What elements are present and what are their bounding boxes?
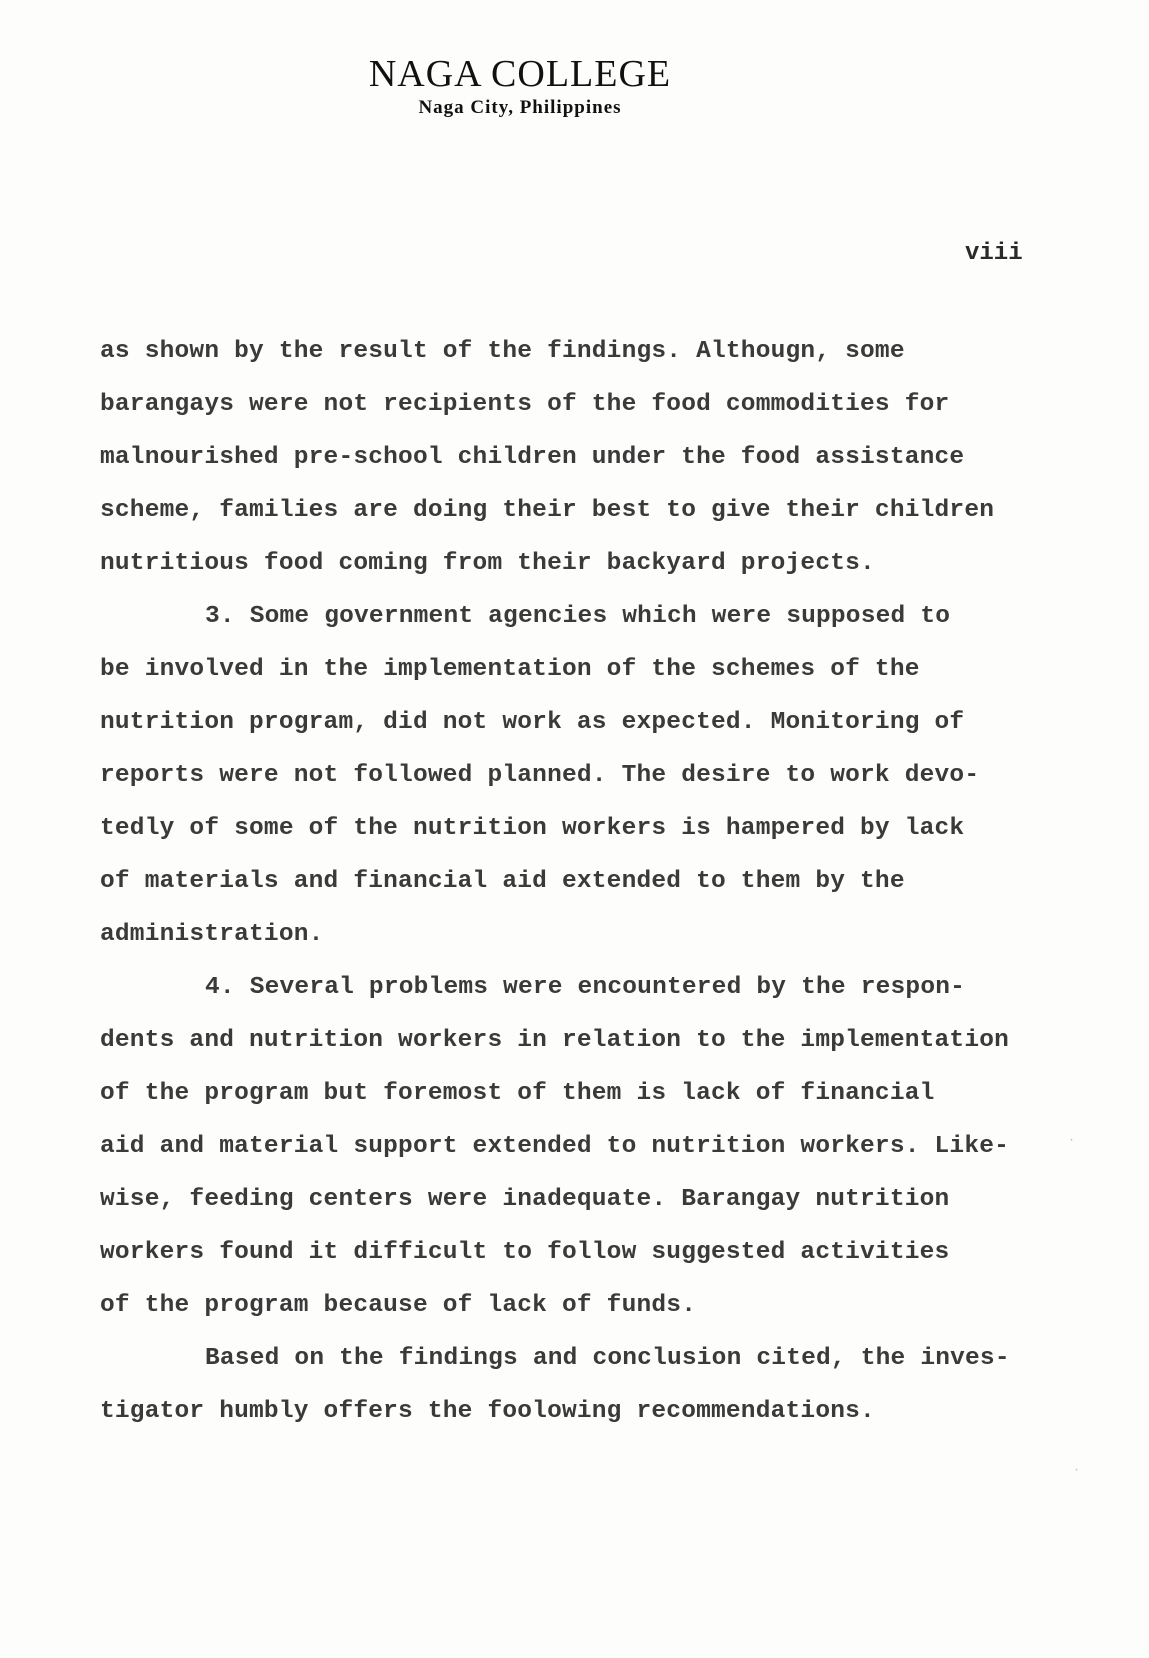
text-line: wise, feeding centers were inadequate. Barangay nutrition — [100, 1186, 950, 1213]
scan-speck: ˙ — [1073, 1468, 1080, 1484]
scan-speck: ˙ — [1068, 1138, 1075, 1154]
body-text — [100, 325, 1060, 1438]
college-name: NAGA COLLEGE — [368, 53, 672, 95]
text-line: malnourished pre-school children under the food assistance — [100, 444, 965, 471]
text-line: as shown by the result of the findings. Althougn, some — [100, 338, 905, 365]
text-line: barangays were not recipients of the food commodities for — [100, 391, 950, 418]
text-line: of the program but foremost of them is lack of financial — [100, 1080, 935, 1107]
text-line: workers found it difficult to follow suggested activities — [100, 1239, 950, 1266]
text-line: aid and material support extended to nutrition workers. Like- — [100, 1133, 1010, 1160]
college-location: Naga City, Philippines — [418, 97, 622, 118]
text-line: tigator humbly offers the foolowing recommendations. — [100, 1398, 875, 1425]
text-line: of the program because of lack of funds. — [100, 1292, 697, 1319]
text-line: reports were not followed planned. The desire to work devo- — [100, 762, 980, 789]
text-line: administration. — [100, 921, 324, 948]
page-number: viii — [965, 240, 1023, 267]
text-line: tedly of some of the nutrition workers is hampered by lack — [100, 815, 965, 842]
text-line: scheme, families are doing their best to give their children — [100, 497, 995, 524]
text-line: 3. Some government agencies which were supposed to — [205, 603, 951, 630]
text-line: nutritious food coming from their backyard projects. — [100, 550, 875, 577]
text-line: of materials and financial aid extended to them by the — [100, 868, 905, 895]
text-line: Based on the findings and conclusion cited, the inves- — [205, 1345, 1010, 1372]
text-line: be involved in the implementation of the schemes of the — [100, 656, 920, 683]
text-line: nutrition program, did not work as expected. Monitoring of — [100, 709, 965, 736]
text-line: dents and nutrition workers in relation to the implementation — [100, 1027, 1010, 1054]
letterhead — [0, 52, 1040, 120]
text-line: 4. Several problems were encountered by the respon- — [205, 974, 966, 1001]
